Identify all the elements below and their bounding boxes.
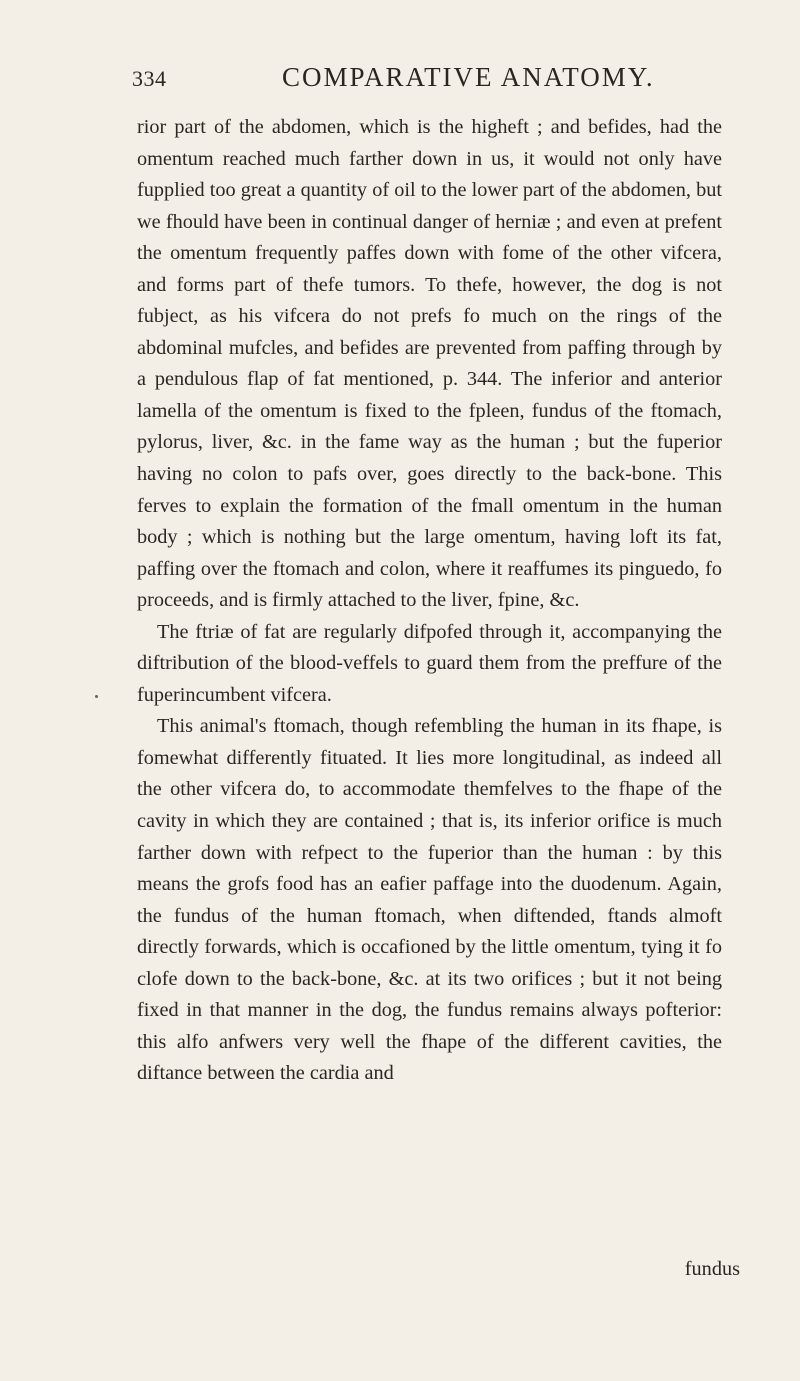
page-header	[132, 62, 732, 98]
running-title: COMPARATIVE ANATOMY.	[282, 62, 655, 92]
body-text	[137, 112, 722, 1090]
catchword: fundus	[684, 1258, 740, 1280]
margin-mark	[95, 695, 98, 698]
page-number: 334	[132, 66, 167, 91]
paragraph-striae: The ftriæ of fat are regularly difpofed through it, accompanying the diftribution of the blood-veffels to guard them from the preffure of the fuperincumbent vifcera.	[137, 620, 722, 706]
paragraph-omentum: rior part of the abdomen, which is the higheft ; and befides, had the omentum reached much farther down in us, it would not only have fupplied too great a quantity of oil to the lower part of the abdomen, but we fhould have been in continual danger of herniæ ; and even at prefent the omentum frequently paffes down with fome of the other vifcera, and forms part of thefe tumors. To thefe, however, the dog is not fubject, as his vifcera do not prefs fo much on the rings of the abdominal mufcles, and befides are prevented from paffing through by a pendulous flap of fat mentioned, p. 344. The inferior and anterior lamella of the omentum is fixed to the fpleen, fundus of the ftomach, pylorus, liver, &c. in the fame way as the human ; but the fuperior having no colon to pafs over, goes directly to the back-bone. This ferves to explain the formation of the fmall omentum in the human body ; which is nothing but the large omentum, having loft its fat, paffing over the ftomach and colon, where it reaffumes its pinguedo, fo proceeds, and is firmly attached to the liver, fpine, &c.	[137, 116, 722, 612]
paragraph-stomach: This animal's ftomach, though refembling the human in its fhape, is fomewhat differently fituated. It lies more longitudinal, as indeed all the other vifcera do, to accommodate themfelves to the fhape of the cavity in which they are contained ; that is, its inferior orifice is much farther down with refpect to the fuperior than the human : by this means the grofs food has an eafier paffage into the duodenum. Again, the fundus of the human ftomach, when diftended, ftands almoft directly forwards, which is occafioned by the little omentum, tying it fo clofe down to the back-bone, &c. at its two orifices ; but it not being fixed in that manner in the dog, the fundus remains always pofterior: this alfo anfwers very well the fhape of the different cavities, the diftance between the cardia and	[137, 715, 722, 1085]
